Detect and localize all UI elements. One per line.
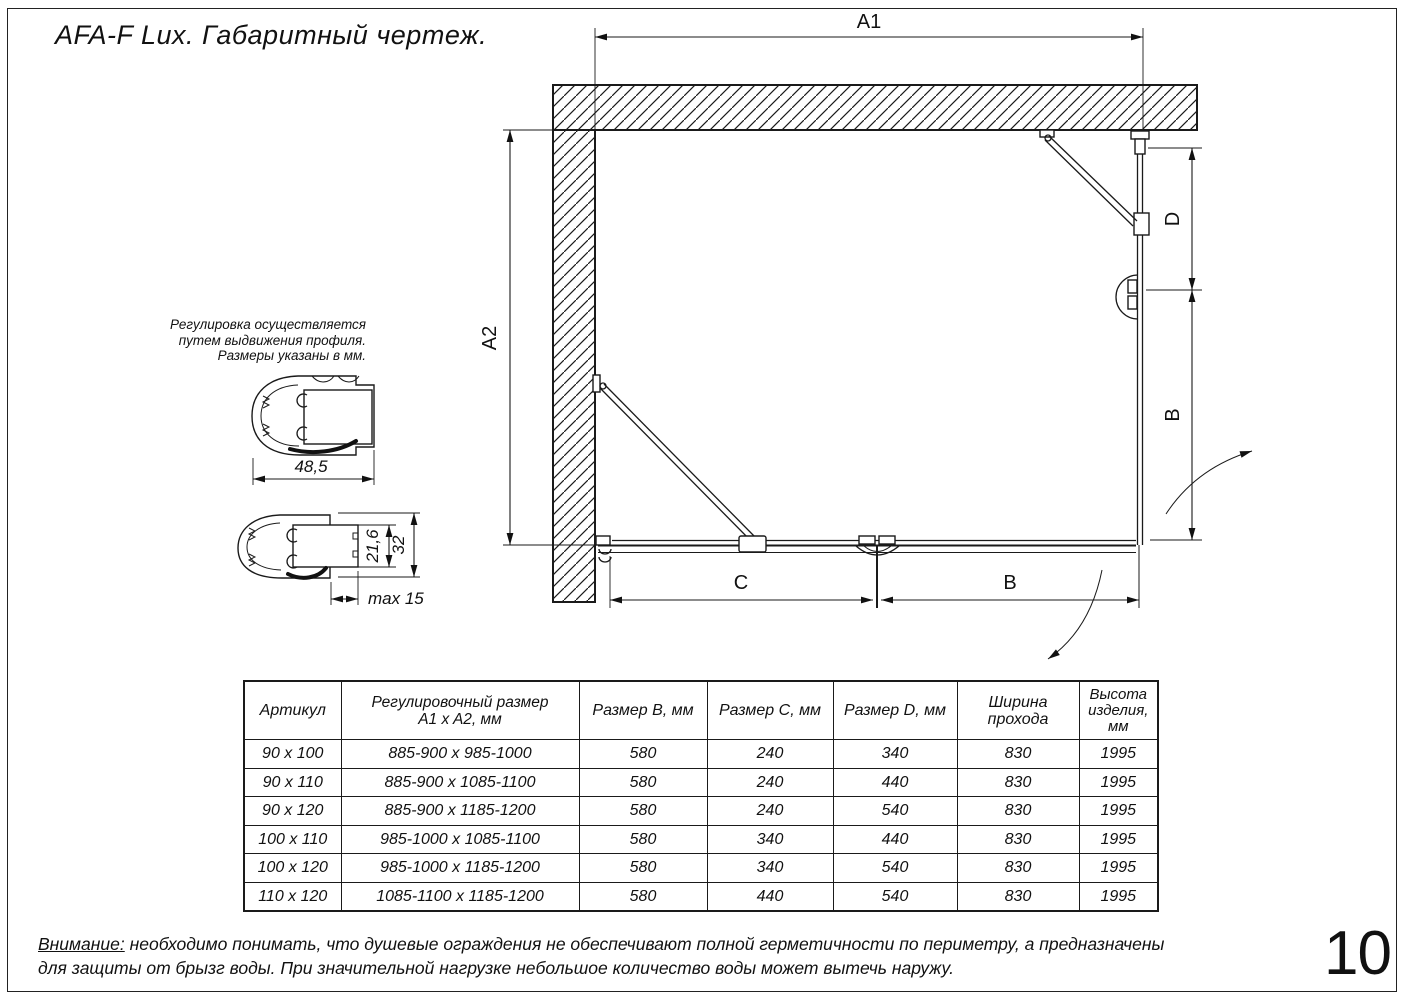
cell-height: 1995 xyxy=(1079,882,1158,911)
table-row xyxy=(244,854,1158,883)
cell-adjust-size: 885-900 x 985-1000 xyxy=(341,740,579,769)
warning-note xyxy=(38,933,1168,980)
cell-size-d: 440 xyxy=(833,768,957,797)
dim-label-c: C xyxy=(733,572,749,594)
cell-size-d: 440 xyxy=(833,825,957,854)
cell-size-c: 240 xyxy=(707,768,833,797)
cell-pass-width: 830 xyxy=(957,797,1079,826)
table-row xyxy=(244,797,1158,826)
dim-label-max-15: max 15 xyxy=(368,589,424,608)
cell-artikul: 90 x 100 xyxy=(244,740,341,769)
left-wall xyxy=(553,130,595,602)
cell-size-c: 340 xyxy=(707,825,833,854)
top-wall xyxy=(553,85,1197,130)
col-header-size-b: Размер B, мм xyxy=(579,681,707,740)
cell-size-c: 240 xyxy=(707,740,833,769)
cell-size-d: 540 xyxy=(833,797,957,826)
wall-bracket xyxy=(1135,139,1145,154)
dim-label-a2: A2 xyxy=(479,325,501,351)
cell-size-c: 440 xyxy=(707,882,833,911)
strut-connector xyxy=(739,536,766,552)
door-hinge xyxy=(879,536,895,544)
dim-label-48-5: 48,5 xyxy=(294,457,328,476)
cell-adjust-size: 985-1000 x 1185-1200 xyxy=(341,854,579,883)
col-header-size-d: Размер D, мм xyxy=(833,681,957,740)
panel-connector xyxy=(1134,213,1149,235)
cell-height: 1995 xyxy=(1079,825,1158,854)
cell-size-b: 580 xyxy=(579,797,707,826)
dim-label-d: D xyxy=(1162,211,1184,227)
cell-size-b: 580 xyxy=(579,882,707,911)
cell-pass-width: 830 xyxy=(957,882,1079,911)
page-title: AFA-F Lux. Габаритный чертеж. xyxy=(55,20,488,50)
cell-adjust-size: 1085-1100 x 1185-1200 xyxy=(341,882,579,911)
cell-height: 1995 xyxy=(1079,797,1158,826)
wall-profile-clip xyxy=(599,557,611,562)
dim-label-b-bottom: B xyxy=(1003,572,1017,594)
col-header-adjust-size: Регулировочный размер A1 x A2, мм xyxy=(341,681,579,740)
cell-size-d: 340 xyxy=(833,740,957,769)
cell-adjust-size: 885-900 x 1185-1200 xyxy=(341,797,579,826)
warning-label: Внимание: xyxy=(38,934,125,954)
door-swing-arc-side xyxy=(1166,451,1252,514)
cell-artikul: 100 x 110 xyxy=(244,825,341,854)
cell-adjust-size: 985-1000 x 1085-1100 xyxy=(341,825,579,854)
cell-size-c: 240 xyxy=(707,797,833,826)
adjustment-note-line: Размеры указаны в мм. xyxy=(217,348,366,363)
cell-artikul: 100 x 120 xyxy=(244,854,341,883)
cell-size-b: 580 xyxy=(579,854,707,883)
col-header-size-c: Размер C, мм xyxy=(707,681,833,740)
warning-text-line2: для защиты от брызг воды. При значительной нагрузке небольшое количество воды может вытечь наружу. xyxy=(38,957,954,978)
wall-bracket xyxy=(1131,131,1149,139)
dim-label-21-6: 21,6 xyxy=(363,529,382,563)
dim-label-a1: A1 xyxy=(856,11,882,33)
table-header-row xyxy=(244,681,1158,740)
cell-height: 1995 xyxy=(1079,740,1158,769)
profile-section-1 xyxy=(252,376,374,485)
table-row xyxy=(244,768,1158,797)
cell-artikul: 90 x 110 xyxy=(244,768,341,797)
cell-artikul: 110 x 120 xyxy=(244,882,341,911)
cell-height: 1995 xyxy=(1079,768,1158,797)
strut-wall-mount xyxy=(593,375,600,392)
cell-size-b: 580 xyxy=(579,740,707,769)
cell-pass-width: 830 xyxy=(957,740,1079,769)
cell-artikul: 90 x 120 xyxy=(244,797,341,826)
size-spec-table xyxy=(243,680,1159,912)
cell-size-d: 540 xyxy=(833,882,957,911)
dim-label-32: 32 xyxy=(389,535,408,555)
dim-b-side xyxy=(1150,290,1202,540)
table-row xyxy=(244,882,1158,911)
dim-label-b-side: B xyxy=(1162,408,1184,422)
wall-profile-clip xyxy=(596,536,610,545)
dim-c xyxy=(610,556,873,608)
cell-adjust-size: 885-900 x 1085-1100 xyxy=(341,768,579,797)
table-row xyxy=(244,740,1158,769)
cell-pass-width: 830 xyxy=(957,825,1079,854)
cell-size-d: 540 xyxy=(833,854,957,883)
ceiling-strut xyxy=(1040,130,1137,226)
cell-height: 1995 xyxy=(1079,854,1158,883)
cell-size-b: 580 xyxy=(579,825,707,854)
cell-size-c: 340 xyxy=(707,854,833,883)
dim-d xyxy=(1146,148,1202,290)
wall-profile-clip xyxy=(599,549,611,554)
col-header-artikul: Артикул xyxy=(244,681,341,740)
adjustment-note-line: Регулировка осуществляется xyxy=(170,317,366,332)
profile-section-2 xyxy=(238,513,424,608)
door-assembly xyxy=(593,375,1136,608)
hinge-knuckle xyxy=(1128,296,1137,309)
adjustment-note-line: путем выдвижения профиля. xyxy=(178,332,366,348)
warning-text-line1: необходимо понимать, что душевые ограждения не обеспечивают полной герметичности по периметру, а предназначены xyxy=(129,934,1165,954)
door-hinge xyxy=(859,536,875,544)
cell-pass-width: 830 xyxy=(957,854,1079,883)
cell-pass-width: 830 xyxy=(957,768,1079,797)
cell-size-b: 580 xyxy=(579,768,707,797)
walls xyxy=(553,85,1197,602)
table-row xyxy=(244,825,1158,854)
page-number: 10 xyxy=(1324,919,1391,988)
col-header-height: Высота изделия, мм xyxy=(1079,681,1158,740)
col-header-pass-width: Ширина прохода xyxy=(957,681,1079,740)
door-swing-arc-bottom xyxy=(1048,570,1102,659)
side-panel xyxy=(1116,131,1149,608)
hinge-knuckle xyxy=(1128,280,1137,293)
